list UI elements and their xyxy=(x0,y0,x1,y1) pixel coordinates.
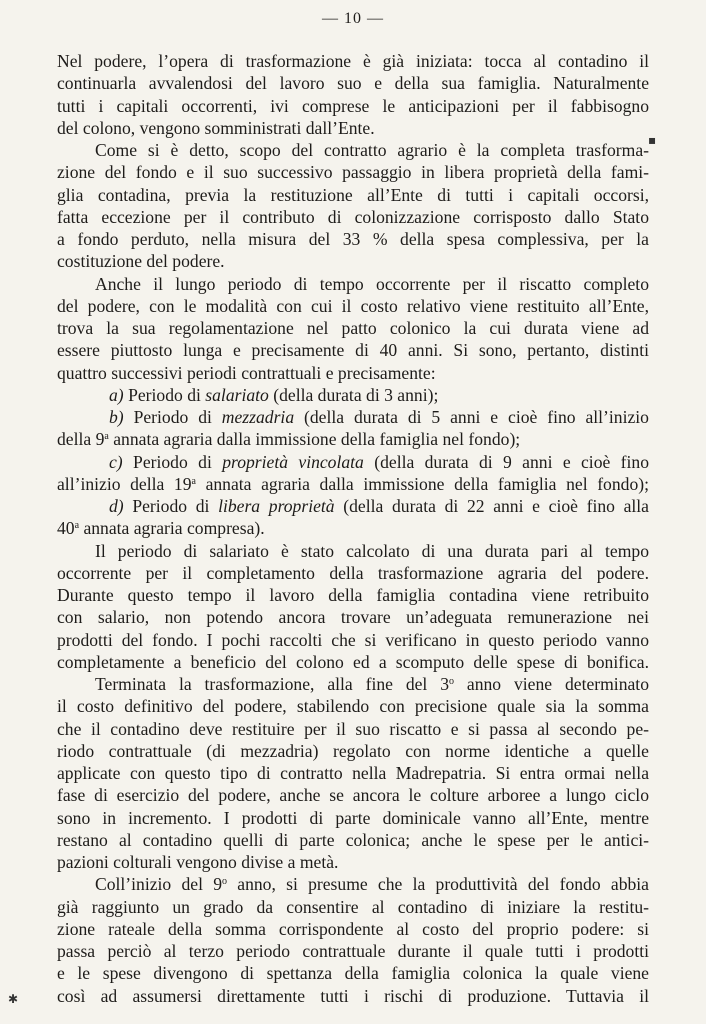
text-line: tutti i capitali occorrenti, ivi comprese le anticipazioni per il fabbisogno xyxy=(57,95,649,116)
item-text: annata agraria dalla immissione della famiglia nel fondo); xyxy=(195,473,649,494)
ordinal-sup: o xyxy=(222,876,228,888)
text-segment: Terminata la trasformazione, alla fine del 3 xyxy=(95,674,450,694)
item-text: annata agraria compresa). xyxy=(79,518,265,539)
body-text xyxy=(57,50,649,1007)
item-text: 40 xyxy=(57,518,75,539)
text-line: glia contadina, previa la restituzione all’Ente di tutti i capitali occorsi, xyxy=(57,184,649,205)
text-line xyxy=(57,673,649,695)
text-line: a fondo perduto, nella misura del 33 % della spesa complessiva, per la xyxy=(57,229,649,249)
text-line: Durante questo tempo il lavoro della famiglia contadina viene retribuito xyxy=(57,585,649,605)
list-item xyxy=(57,451,649,473)
text-line xyxy=(57,473,649,495)
text-line xyxy=(57,428,649,450)
text-line: sono in incremento. I prodotti di parte dominicale vanno all’Ente, mentre xyxy=(57,807,649,828)
text-line: Come si è detto, scopo del contratto agrario è la completa trasforma- xyxy=(95,140,649,160)
text-line xyxy=(57,873,649,895)
text-line: trova la sua regolamentazione nel patto colonico la cui durata viene ad xyxy=(57,318,649,338)
item-letter: a) xyxy=(109,384,124,405)
text-line xyxy=(57,517,649,539)
text-line: prodotti del fondo. I pochi raccolti che si verificano in questo periodo vanno xyxy=(57,629,649,650)
item-letter: b) xyxy=(109,407,124,427)
item-text: Periodo di xyxy=(133,451,223,472)
text-line: Anche il lungo periodo di tempo occorrente per il riscatto completo xyxy=(95,273,649,294)
item-text: Periodo di xyxy=(128,384,206,405)
item-text: Periodo di xyxy=(133,407,222,427)
text-line: quattro successivi periodi contrattuali e precisamente: xyxy=(57,362,436,383)
item-text: della 9 xyxy=(57,429,105,450)
text-line: passa perciò al terzo periodo contrattuale durante il quale tutti i prodotti xyxy=(57,941,649,961)
text-line: costituzione del podere. xyxy=(57,251,225,272)
item-term: libera proprietà xyxy=(218,496,335,516)
list-item xyxy=(57,406,649,428)
text-line: Il periodo di salariato è stato calcolato di una durata pari al tempo xyxy=(95,540,649,561)
text-line: riodo contrattuale (di mezzadria) regolato con norme identiche a quelle xyxy=(57,740,649,761)
text-line: restano al contadino quelli di parte colonica; anche le spese per le antici- xyxy=(57,829,649,850)
text-line: essere piuttosto lunga e precisamente di 40 anni. Si sono, pertanto, distinti xyxy=(57,340,649,361)
text-segment: anno viene determinato xyxy=(454,674,649,694)
text-line: fatta eccezione per il contributo di colonizzazione corrisposto dallo Stato xyxy=(57,206,649,227)
text-line: applicate con questo tipo di contratto nella Madrepatria. Si entra ormai nella xyxy=(57,763,649,783)
text-line: con salario, non potendo ancora trovare un’adeguata remunerazione nei xyxy=(57,607,649,628)
item-text: Periodo di xyxy=(132,496,219,516)
text-line: già raggiunto un grado da consentire al contadino di iniziare la restitu- xyxy=(57,896,649,917)
text-line: così ad assumersi direttamente tutti i rischi di produzione. Tuttavia il xyxy=(57,985,649,1006)
item-text: (della durata di 5 anni e cioè fino all’inizio xyxy=(294,407,649,427)
ink-speck-icon: ✱ xyxy=(8,992,19,1006)
item-text: (della durata di 22 anni e cioè fino alla xyxy=(334,496,649,516)
list-item xyxy=(57,384,649,406)
text-line: il costo definitivo del podere, stabilendo con precisione quale sia la somma xyxy=(57,696,649,717)
item-text: (della durata di 3 anni); xyxy=(268,384,439,405)
text-line: continuarla avvalendosi del lavoro suo e della sua famiglia. Naturalmente xyxy=(57,73,649,94)
ordinal-sup: a xyxy=(104,431,109,443)
ordinal-sup: o xyxy=(449,676,455,687)
item-letter: c) xyxy=(109,451,123,472)
item-letter: d) xyxy=(109,496,124,516)
text-segment: Coll’inizio del 9 xyxy=(95,874,223,895)
text-line: fase di esercizio del podere, anche se ancora le colture arboree a lungo ciclo xyxy=(57,785,649,806)
text-line: e le spese divengono di spettanza della famiglia colonica la quale viene xyxy=(57,963,649,984)
text-line: pazioni colturali vengono divise a metà. xyxy=(57,852,339,872)
item-text: (della durata di 9 anni e cioè fino xyxy=(363,451,650,472)
item-term: mezzadria xyxy=(221,407,295,427)
text-line: che il contadino deve restituire per il suo riscatto e si passa al secondo pe- xyxy=(57,718,649,739)
item-text: annata agraria dalla immissione della famiglia nel fondo); xyxy=(108,429,521,450)
page-number: — 10 — xyxy=(322,10,384,27)
text-segment: anno, si presume che la produttività del fondo abbia xyxy=(227,874,649,895)
item-term: salariato xyxy=(205,384,269,405)
text-line: completamente a beneficio del colono ed a scomputo delle spese di bonifica. xyxy=(57,651,649,672)
text-line: Nel podere, l’opera di trasformazione è già iniziata: tocca al contadino il xyxy=(57,51,649,71)
text-line: zione rateale della somma corrispondente al costo del proprio podere: si xyxy=(57,918,649,939)
list-item xyxy=(57,495,649,517)
text-line: zione del fondo e il suo successivo passaggio in libera proprietà della fami- xyxy=(57,162,649,183)
ink-speck-icon: ▪ xyxy=(648,133,657,147)
text-line: occorrente per il completamento della trasformazione agraria del podere. xyxy=(57,562,649,583)
text-line: del colono, vengono somministrati dall’Ente. xyxy=(57,117,375,138)
item-text: all’inizio della 19 xyxy=(57,473,192,494)
text-line: del podere, con le modalità con cui il costo relativo viene restituito all’Ente, xyxy=(57,295,649,316)
ordinal-sup: a xyxy=(74,520,80,532)
ordinal-sup: a xyxy=(191,475,196,487)
item-term: proprietà vincolata xyxy=(222,451,364,472)
